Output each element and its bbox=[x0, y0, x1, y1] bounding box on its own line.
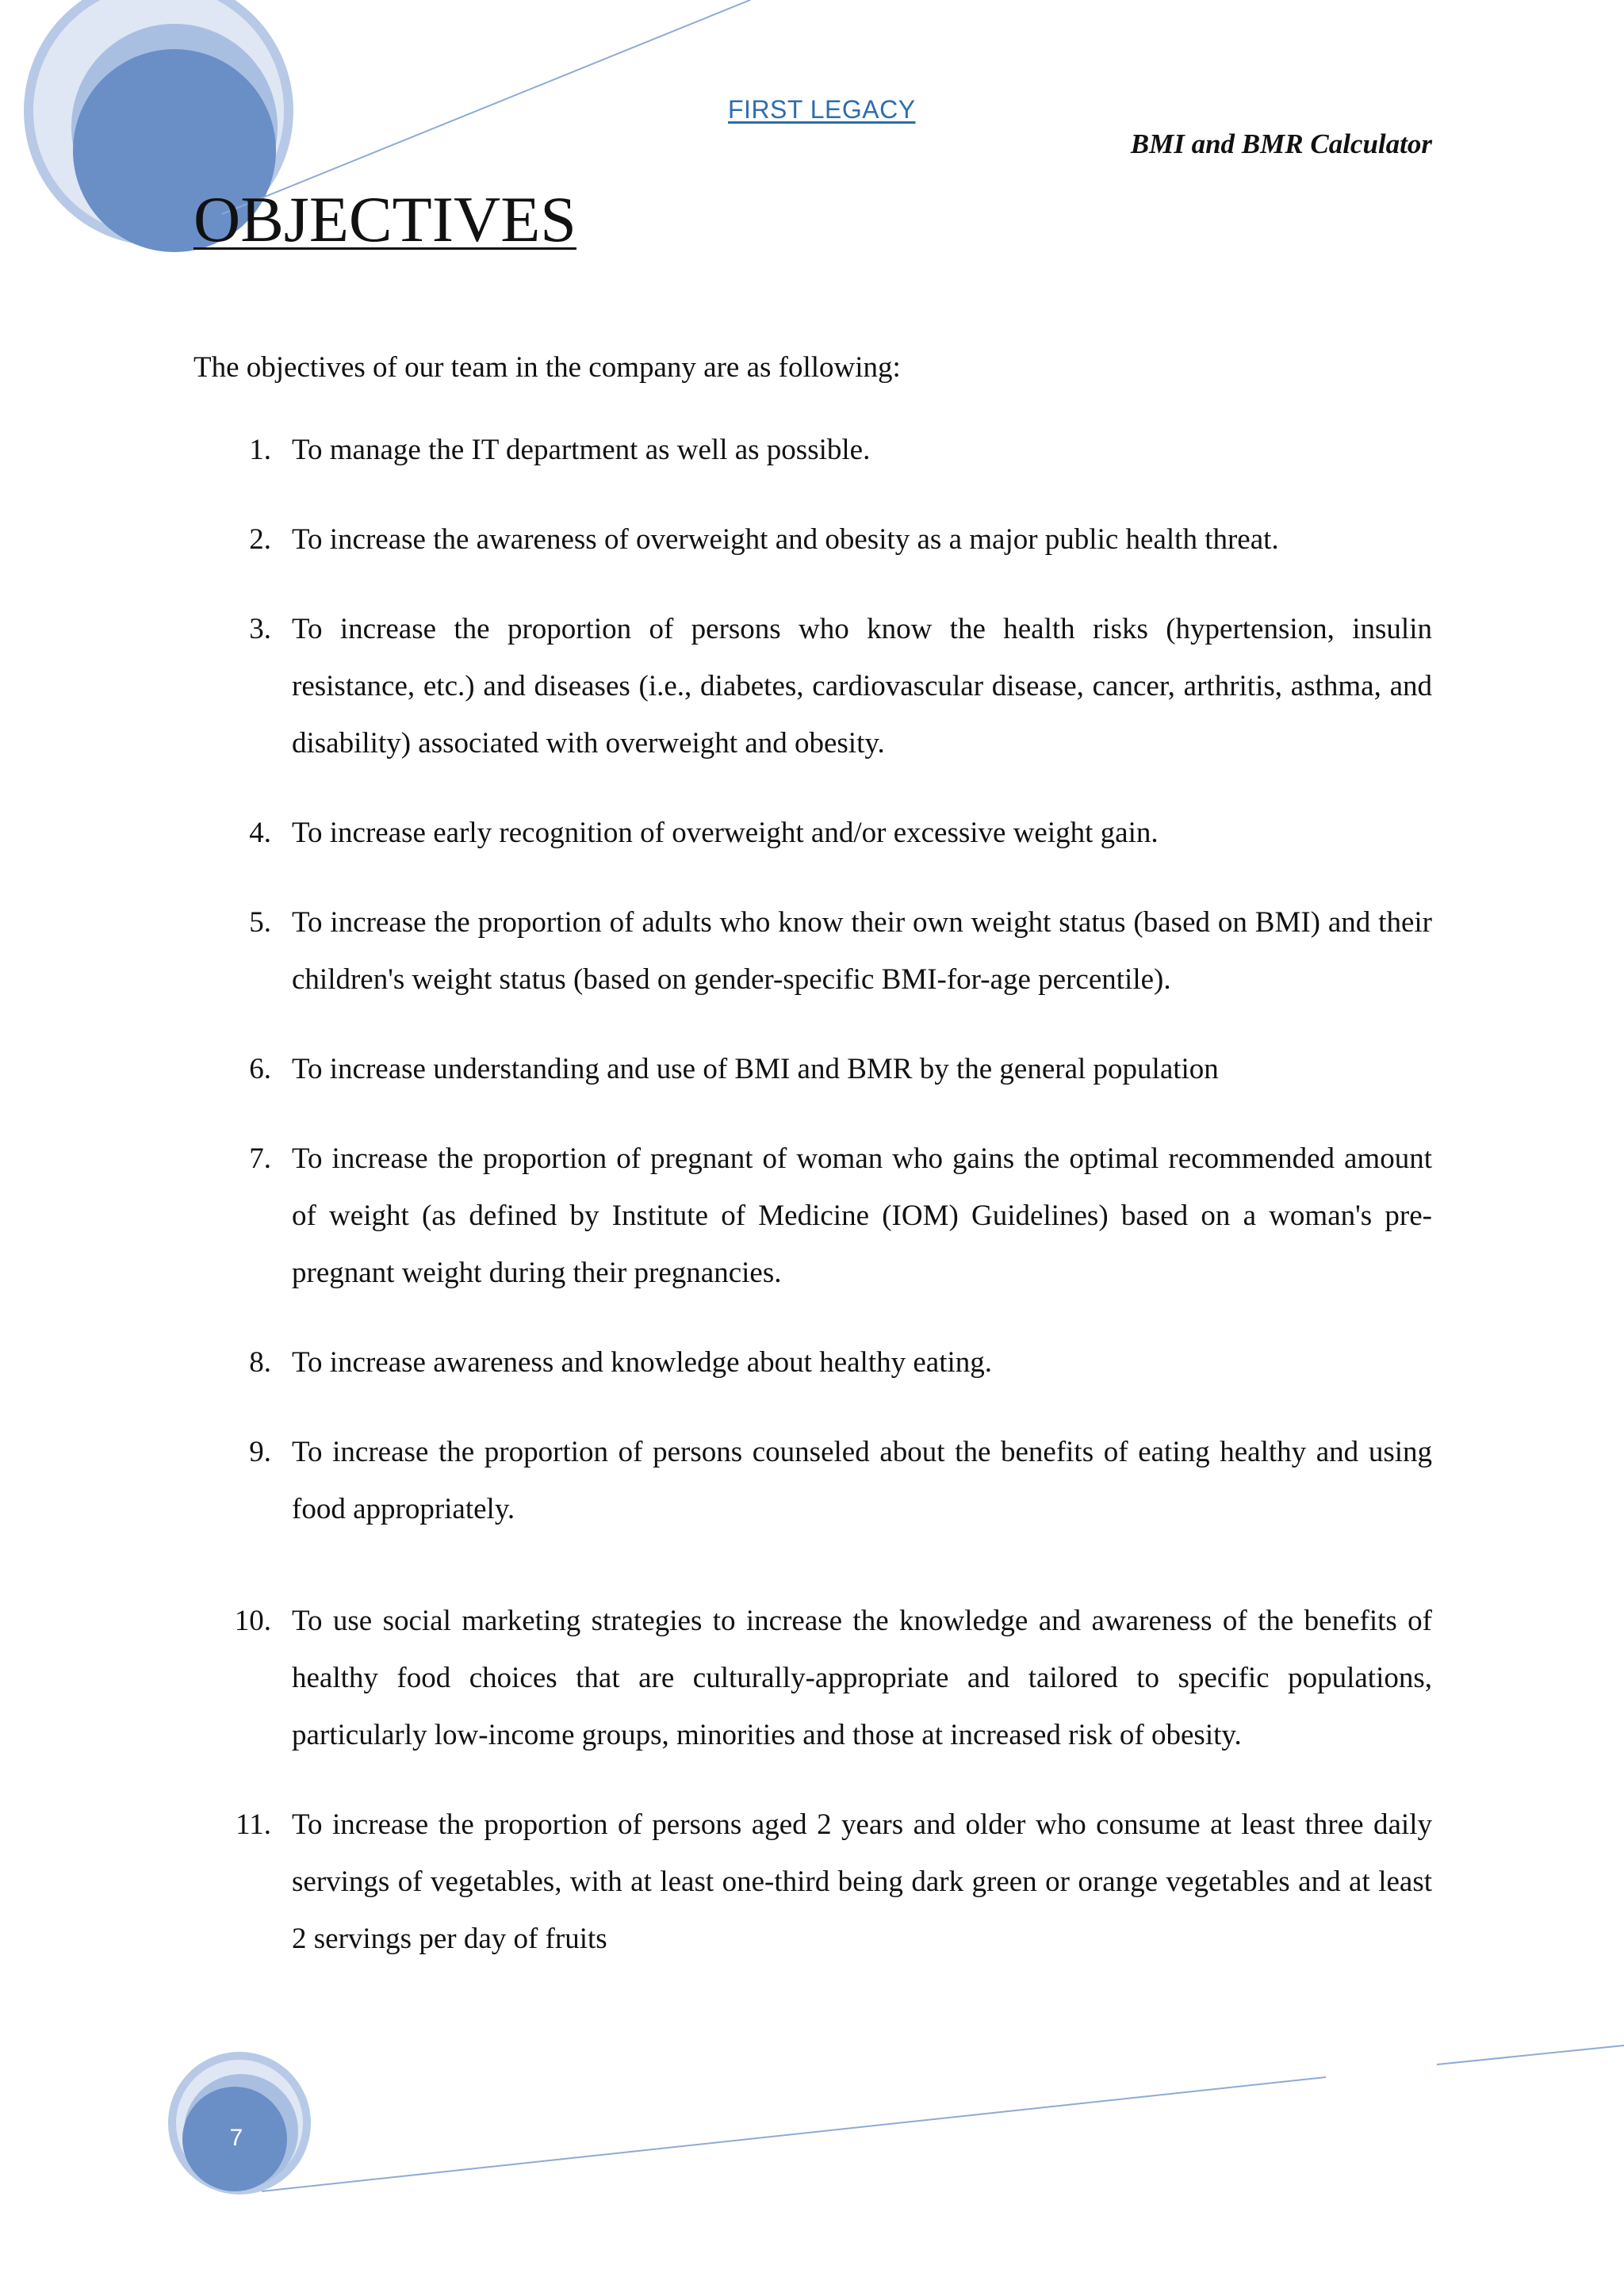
objective-text: To use social marketing strategies to increase the knowledge and awareness of the benefits of healthy food choices that are culturally-appropriate and tailored to specific populations, particularly low-income groups, minorities and those at increased risk of obesity. bbox=[292, 1605, 1432, 1751]
objective-item bbox=[193, 1593, 1432, 1764]
header-rule bbox=[222, 0, 750, 214]
objective-item bbox=[193, 601, 1432, 772]
objective-item bbox=[193, 1041, 1432, 1098]
objective-item bbox=[193, 422, 1432, 479]
objective-text: To increase awareness and knowledge about healthy eating. bbox=[292, 1346, 993, 1379]
objective-number: 5. bbox=[249, 906, 271, 939]
footer-rule bbox=[262, 2077, 1326, 2191]
objective-text: To increase the proportion of adults who know their own weight status (based on BMI) and their children's weight status (based on gender-specific BMI-for-age percentile). bbox=[292, 906, 1432, 996]
objective-number: 9. bbox=[249, 1436, 271, 1468]
objective-text: To increase early recognition of overweight and/or excessive weight gain. bbox=[292, 817, 1159, 849]
objectives-section bbox=[193, 339, 1432, 2000]
objective-item bbox=[193, 1424, 1432, 1538]
objective-number: 3. bbox=[249, 613, 271, 645]
objective-item bbox=[193, 894, 1432, 1008]
objective-text: To increase the proportion of pregnant of woman who gains the optimal recommended amount of weight (as defined by Institute of Medicine (IOM) Guidelines) based on a woman's pre-pregnant weight during their pregnancies. bbox=[292, 1142, 1432, 1289]
intro-text: The objectives of our team in the company are as following: bbox=[193, 351, 901, 384]
page-number: 7 bbox=[229, 2125, 243, 2151]
objective-number: 6. bbox=[249, 1053, 271, 1085]
objective-item bbox=[193, 1334, 1432, 1391]
objective-text: To increase the proportion of persons who know the health risks (hypertension, insulin resistance, etc.) and diseases (i.e., diabetes, cardiovascular disease, cancer, arthritis, asthma, and disability) associated with overweight and obesity. bbox=[292, 613, 1432, 760]
objective-text: To increase the awareness of overweight and obesity as a major public health threat. bbox=[292, 523, 1279, 556]
objective-item bbox=[193, 1131, 1432, 1302]
objective-number: 11. bbox=[236, 1808, 271, 1841]
objective-item bbox=[193, 511, 1432, 568]
footer-rule-right bbox=[1437, 2045, 1624, 2064]
objective-item bbox=[193, 805, 1432, 862]
objective-number: 1. bbox=[249, 434, 271, 466]
objective-text: To manage the IT department as well as possible. bbox=[292, 434, 871, 466]
objective-number: 8. bbox=[249, 1346, 271, 1379]
objectives-list bbox=[193, 422, 1432, 1968]
objective-number: 7. bbox=[249, 1142, 271, 1175]
objective-item bbox=[193, 1797, 1432, 1968]
header-brand-link[interactable]: FIRST LEGACY bbox=[728, 95, 916, 124]
objective-number: 2. bbox=[249, 523, 271, 556]
header-document-title: BMI and BMR Calculator bbox=[1130, 128, 1432, 159]
objective-text: To increase the proportion of persons counseled about the benefits of eating healthy and using food appropriately. bbox=[292, 1436, 1432, 1525]
objective-text: To increase understanding and use of BMI and BMR by the general population bbox=[292, 1053, 1219, 1085]
objective-number: 10. bbox=[234, 1605, 271, 1637]
page-title: OBJECTIVES bbox=[193, 183, 576, 255]
objective-text: To increase the proportion of persons aged 2 years and older who consume at least three daily servings of vegetables, with at least one-third being dark green or orange vegetables and at least 2 servings per day of fruits bbox=[292, 1808, 1432, 1955]
objective-number: 4. bbox=[249, 817, 271, 849]
